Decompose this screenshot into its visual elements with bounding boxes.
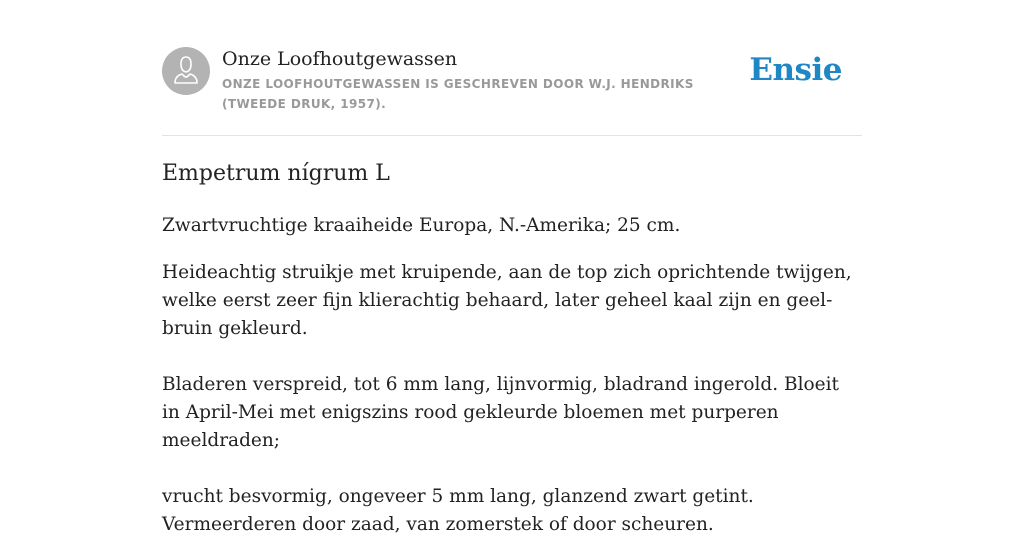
source-description: ONZE LOOFHOUTGEWASSEN IS GESCHREVEN DOOR W.J. HENDRIKS (TWEEDE DRUK, 1957). bbox=[222, 77, 694, 111]
entry-content bbox=[162, 156, 862, 539]
entry-paragraph: Bladeren verspreid, tot 6 mm lang, lijnvormig, bladrand ingerold. Bloeit in April-Mei met enigszins rood gekleurde bloemen met purperen meeldraden; bbox=[162, 374, 839, 451]
source-title[interactable]: Onze Loofhoutgewassen bbox=[222, 48, 458, 70]
entry-paragraph: Zwartvruchtige kraaiheide Europa, N.-Amerika; 25 cm. bbox=[162, 215, 681, 236]
entry-title: Empetrum nígrum L bbox=[162, 161, 390, 186]
entry-paragraph: Heideachtig struikje met kruipende, aan de top zich oprichtende twijgen, welke eerst zeer fijn klierachtig behaard, later geheel kaal zijn en geel-bruin gekleurd. bbox=[162, 262, 852, 339]
entry-paragraph: vrucht besvormig, ongeveer 5 mm lang, glanzend zwart getint. Vermeerderen door zaad, van zomerstek of door scheuren. bbox=[162, 486, 754, 535]
ensie-logo[interactable]: Ensie bbox=[749, 52, 842, 88]
source-header bbox=[162, 44, 862, 136]
user-silhouette-icon bbox=[162, 47, 210, 95]
avatar bbox=[162, 47, 210, 95]
